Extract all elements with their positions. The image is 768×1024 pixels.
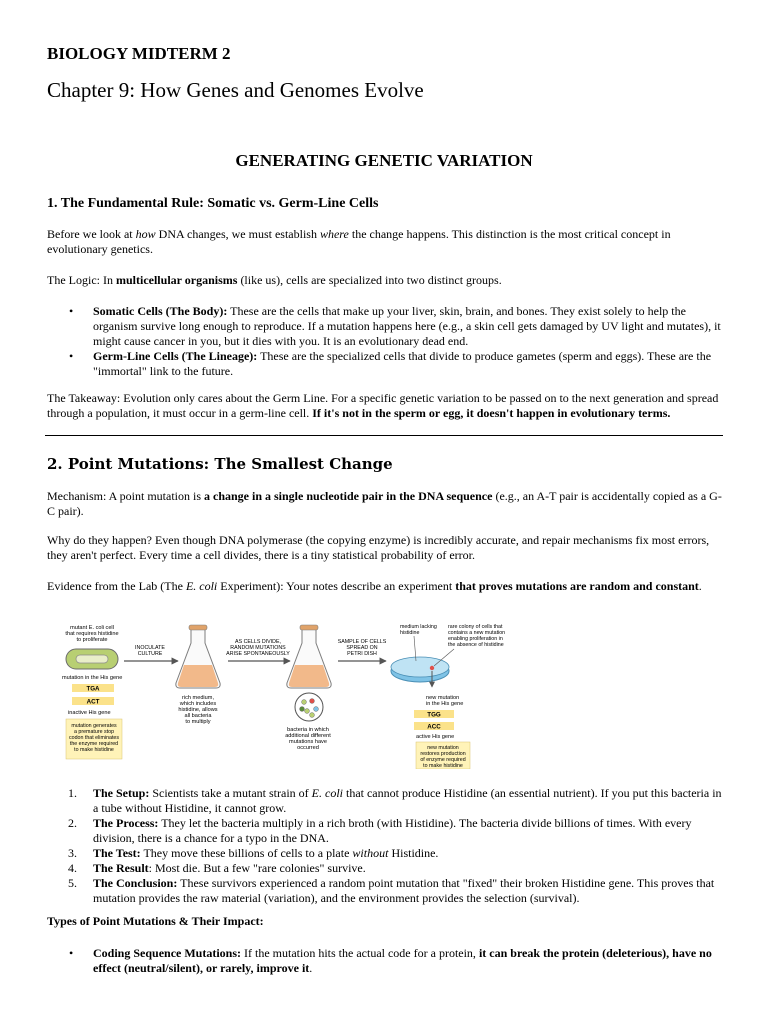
bacteria-note-line1: bacteria in which [287, 727, 329, 733]
rich-medium-line1: rich medium, [181, 695, 215, 701]
flask-mutated-culture [285, 625, 331, 751]
cell-dot-icon [305, 709, 310, 714]
mutant-cell-panel [62, 625, 122, 759]
bacteria-note-line3: mutations have [289, 739, 327, 745]
paragraph-evidence: Evidence from the Lab (The E. coli Experiment): Your notes describe an experiment that proves mutations are random and constant. [47, 579, 702, 593]
cell-dot-icon [300, 707, 305, 712]
dna-plasmid-icon [76, 655, 108, 663]
restore-note-line1: new mutation [427, 745, 459, 751]
list-item: • Coding Sequence Mutations: If the mutation hits the actual code for a protein, it can break the protein (deleterious), have no effect (neutral/silent), or rarely, improve it. [47, 946, 723, 976]
course-title: BIOLOGY MIDTERM 2 [47, 44, 231, 63]
petri-dish-lid [391, 657, 449, 677]
bacteria-note-line4: occurred [297, 745, 319, 751]
mutation-types-list [47, 946, 723, 976]
codon-acc: ACC [427, 723, 441, 731]
list-item: 5. The Conclusion: These survivors experienced a random point mutation that "fixed" their broken Histidine gene. This proves that mutation provides the raw material (variation), and the environment provides the selection (survival). [68, 876, 715, 905]
inoculate-line2: CULTURE [137, 651, 163, 657]
list-item: • Germ-Line Cells (The Lineage): These are the specialized cells that divide to produce gametes (sperm and eggs). These are the "immortal" link to the future. [47, 349, 723, 379]
divide-line1: AS CELLS DIVIDE, [235, 639, 281, 645]
paragraph-takeaway: The Takeaway: Evolution only cares about the Germ Line. For a specific genetic variation to be passed on to the next generation and spread through a population, it must occur in a germ-line cell. If it's not in the sperm or egg, it doesn't happen in evolutionary terms. [47, 391, 719, 420]
mutant-label-line1: mutant E. coli cell [70, 625, 114, 631]
active-his-label: active His gene [416, 734, 455, 740]
restore-note-line4: to make histidine [423, 763, 463, 769]
inactive-his-label: inactive His gene [68, 710, 111, 716]
flask-cap-icon [189, 625, 207, 630]
restore-note-line3: of enzyme required [420, 757, 466, 763]
colony-dot-icon [430, 666, 434, 670]
list-item: 1. The Setup: Scientists take a mutant strain of E. coli that cannot produce Histidine (an essential nutrient). If you put this bacteria in a tube without Histidine, it cannot grow. [68, 786, 722, 815]
rich-medium-line5: to multiply [185, 719, 211, 725]
stop-note-line1: mutation generates [71, 723, 117, 729]
cell-dot-icon [302, 700, 307, 705]
cell-dot-icon [314, 707, 319, 712]
list-item: 4. The Result: Most die. But a few "rare colonies" survive. [68, 861, 366, 875]
sample-line2: SPREAD ON [346, 645, 378, 651]
codon-tga: TGA [86, 685, 100, 693]
divide-line2: RANDOM MUTATIONS [230, 645, 286, 651]
medium-lacking-line1: medium lacking [400, 624, 437, 630]
restore-note-line2: restores production [420, 751, 466, 757]
magnified-cells-icon [295, 693, 323, 721]
ecoli-experiment-figure [58, 621, 532, 769]
paragraph-intro: Before we look at how DNA changes, we must establish where the change happens. This distinction is the most critical concept in evolutionary genetics. [47, 227, 671, 256]
paragraph-why: Why do they happen? Even though DNA polymerase (the copying enzyme) is incredibly accurate, and repair mechanisms fix most errors, they aren't perfect. Every time a cell divides, there is a tiny statistical probability of error. [47, 533, 710, 562]
list-item: 3. The Test: They move these billions of cells to a plate without Histidine. [68, 846, 439, 860]
list-item: • Somatic Cells (The Body): These are the cells that make up your liver, skin, brain, and bones. They exist solely to help the organism survive long enough to reproduce. If a mutation happens here (e.g., a skin cell gets damaged by UV light and mutates), it might cause cancer in you, but it dies with you. It is an evolutionary dead end. [47, 304, 723, 349]
section-divider [45, 435, 723, 436]
bacteria-note-line2: additional different [285, 733, 331, 739]
mutant-label-line3: to proliferate [76, 637, 108, 643]
chapter-title: Chapter 9: How Genes and Genomes Evolve [47, 78, 424, 102]
types-heading: Types of Point Mutations & Their Impact: [47, 914, 264, 928]
paragraph-mechanism: Mechanism: A point mutation is a change in a single nucleotide pair in the DNA sequence (e.g., an A-T pair is accidentally copied as a G-C pair). [47, 489, 722, 518]
flask-cap-icon [300, 625, 318, 630]
experiment-steps-list [47, 786, 723, 906]
rich-medium-line4: all bacteria [184, 713, 212, 719]
new-mutation-line2: in the His gene [426, 701, 464, 707]
rich-medium-line3: histidine, allows [178, 707, 218, 713]
mutant-label-line2: that requires histidine [65, 631, 119, 637]
mutation-his-gene-label: mutation in the His gene [62, 675, 123, 681]
flask-rich-medium [176, 625, 220, 725]
petri-dish-panel [391, 624, 505, 769]
cell-types-list [47, 304, 723, 379]
rich-medium-line2: which includes [179, 701, 217, 707]
cell-dot-icon [310, 699, 315, 704]
inoculate-line1: INOCULATE [135, 645, 165, 651]
paragraph-logic: The Logic: In multicellular organisms (like us), cells are specialized into two distinct groups. [47, 273, 502, 287]
divide-line3: ARISE SPONTANEOUSLY [226, 651, 290, 657]
cell-dot-icon [310, 713, 315, 718]
list-item: 2. The Process: They let the bacteria multiply in a rich broth (with Histidine). The bacteria divide billions of times. With every division, there is a chance for a typo in the DNA. [68, 816, 692, 845]
stop-note-line3: codon that eliminates [68, 735, 120, 741]
rare-colony-line1: rare colony of cells that [448, 624, 503, 630]
stop-note-line5: to make histidine [74, 747, 114, 753]
sample-line3: PETRI DISH [347, 651, 377, 657]
codon-act: ACT [86, 698, 100, 706]
sample-line1: SAMPLE OF CELLS [337, 639, 387, 645]
flask-medium-fill [178, 665, 218, 687]
rare-colony-line4: the absence of histidine [448, 642, 504, 648]
rare-colony-line3: enabling proliferation in [448, 636, 503, 642]
heading-point-mutations: 2. Point Mutations: The Smallest Change [47, 455, 393, 473]
heading-fundamental-rule: 1. The Fundamental Rule: Somatic vs. Germ-Line Cells [47, 196, 379, 211]
medium-lacking-line2: histidine [400, 630, 420, 636]
section-heading: GENERATING GENETIC VARIATION [235, 151, 533, 170]
stop-note-line4: the enzyme required [69, 741, 119, 747]
flask-medium-fill [289, 665, 329, 687]
new-mutation-line1: new mutation [426, 695, 460, 701]
stop-note-line2: a premature stop [73, 729, 115, 735]
codon-tgg: TGG [427, 711, 441, 719]
rare-colony-line2: contains a new mutation [448, 630, 506, 636]
